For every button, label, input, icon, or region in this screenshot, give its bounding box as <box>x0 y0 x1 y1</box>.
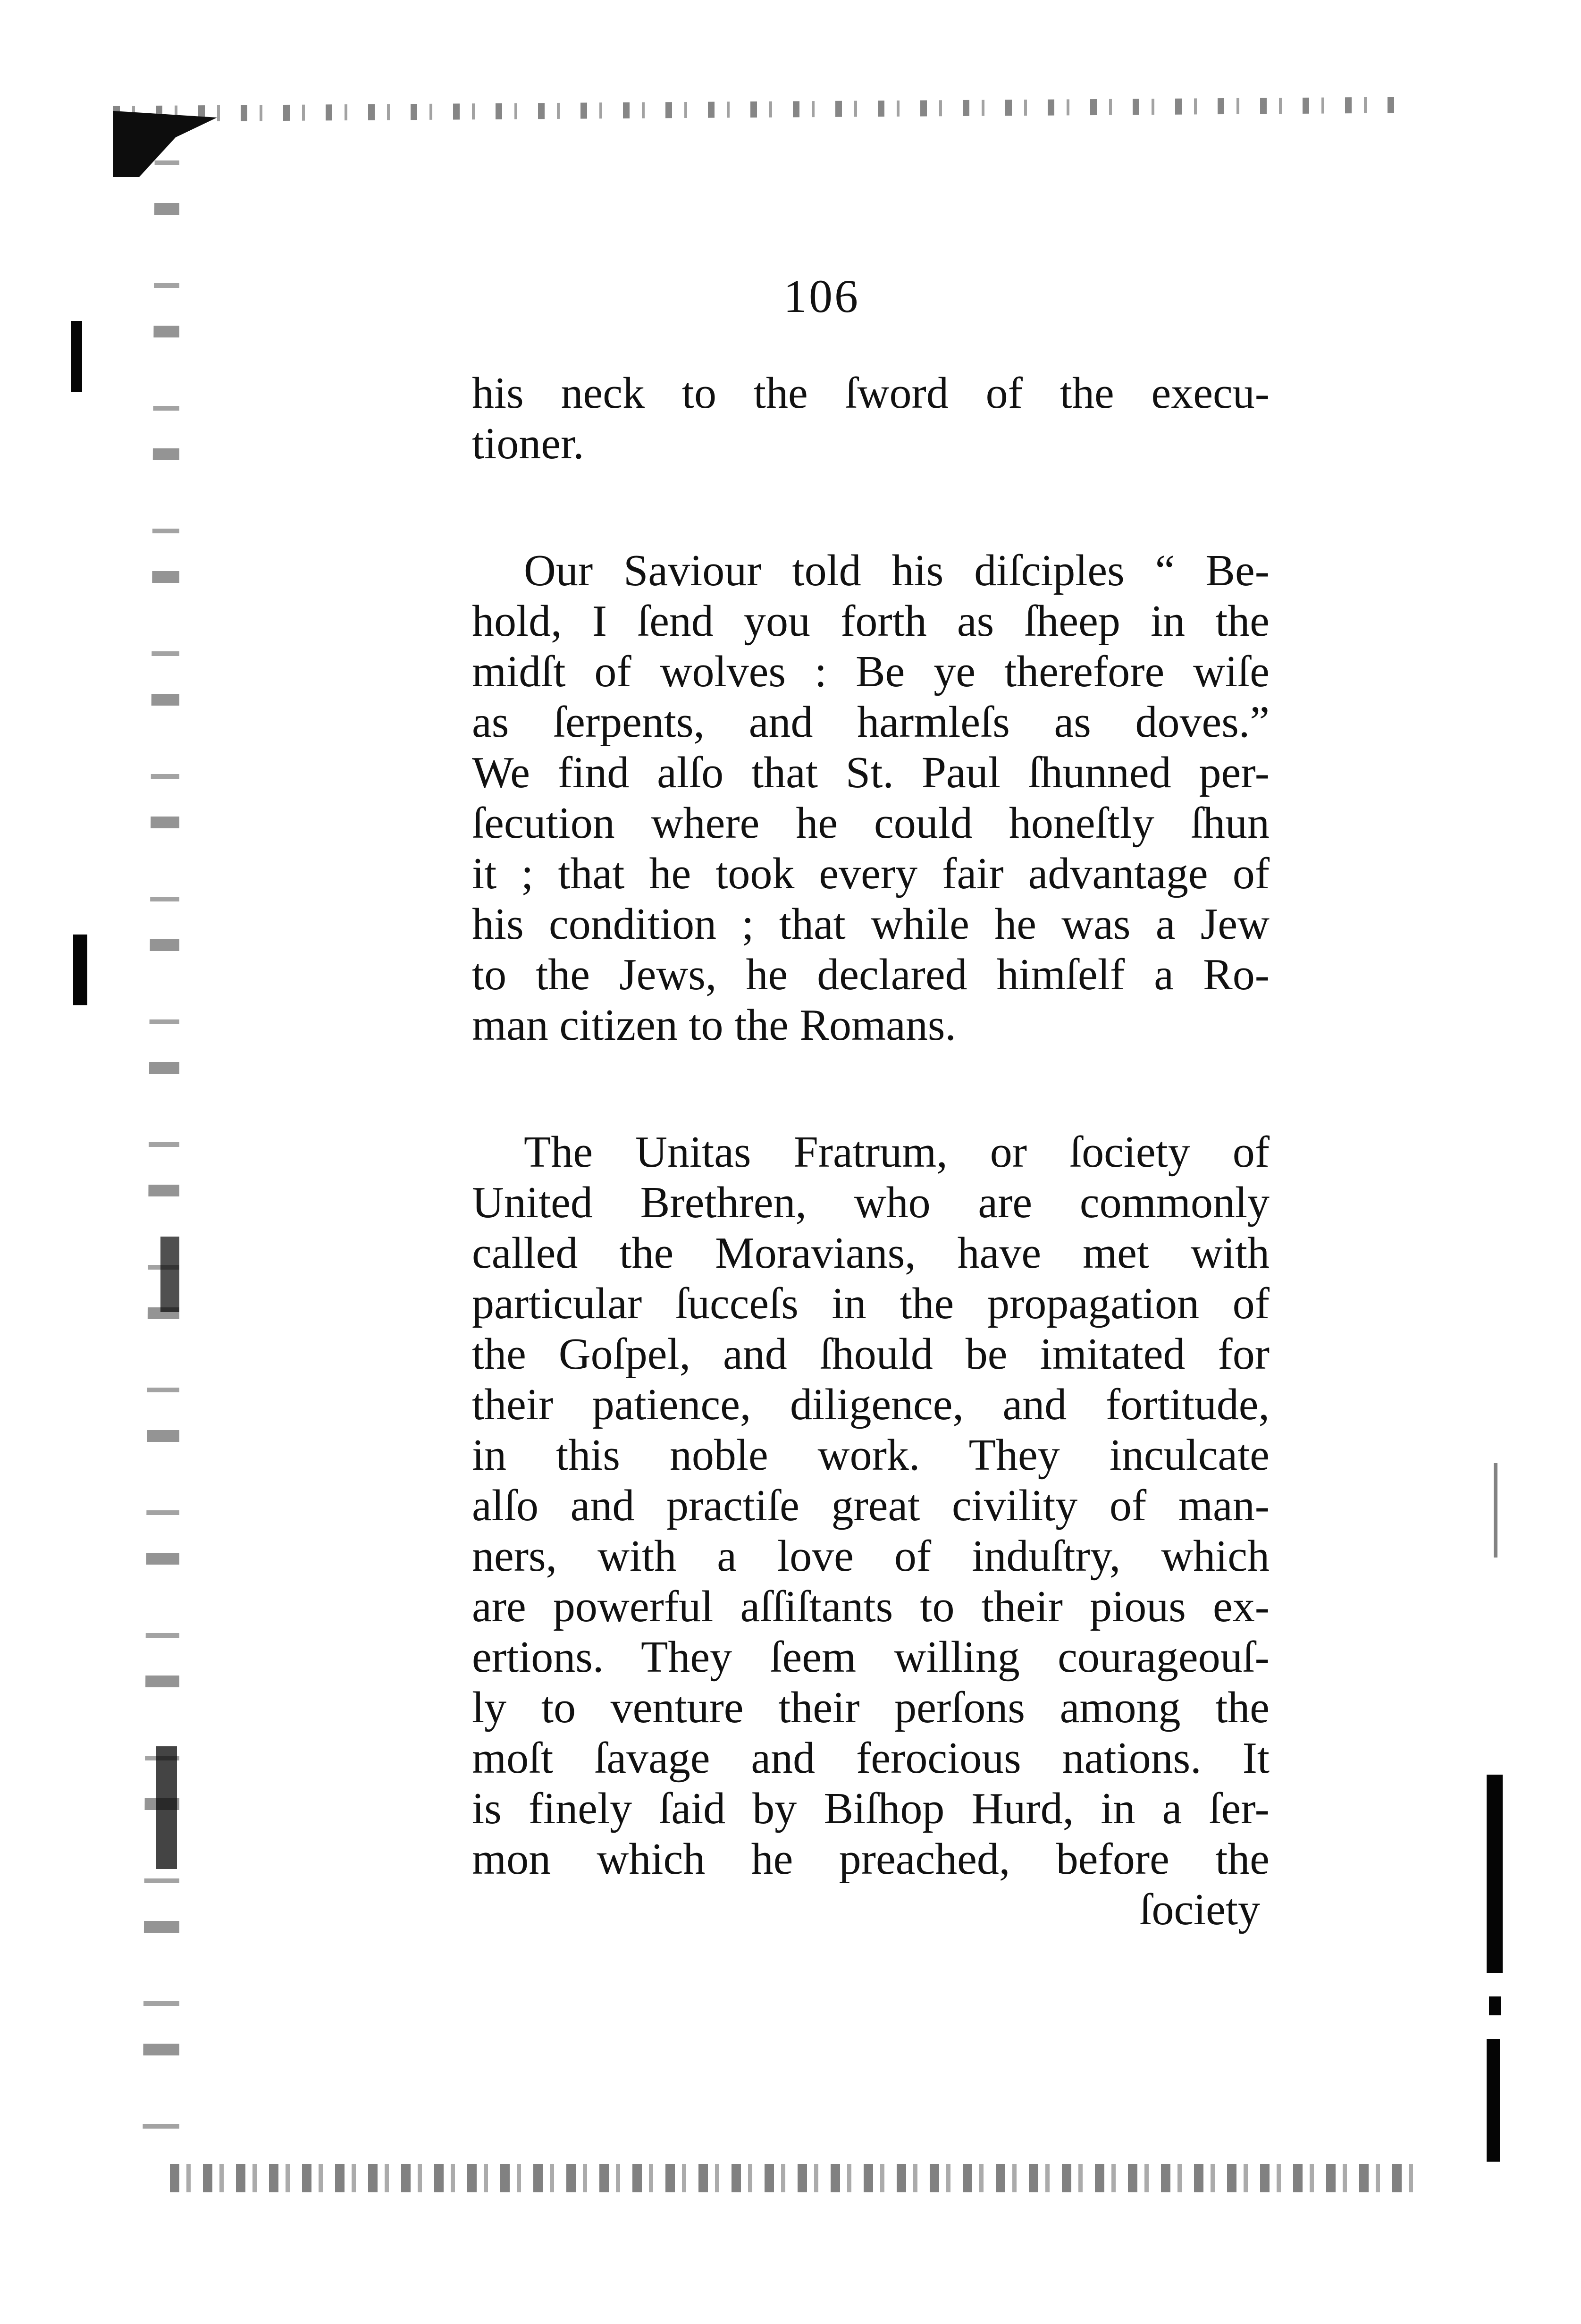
text-line: in this noble work. They inculcate <box>472 1431 1270 1480</box>
text-line: ertions. They ſeem willing courageouſ- <box>472 1633 1270 1682</box>
text-line: the Goſpel, and ſhould be imitated for <box>472 1330 1270 1379</box>
text-line: to the Jews, he declared himſelf a Ro- <box>472 950 1270 999</box>
text-line: ly to venture their perſons among the <box>472 1683 1270 1732</box>
scan-mark <box>1487 2039 1500 2162</box>
scan-mark <box>73 935 87 1005</box>
scan-mark <box>156 1746 177 1869</box>
paragraph <box>472 1127 1270 1885</box>
text-line: We find alſo that St. Paul ſhunned per- <box>472 748 1270 797</box>
text-line: their patience, diligence, and fortitude, <box>472 1380 1270 1429</box>
scan-mark <box>1494 1463 1497 1558</box>
text-line: are powerful aſſiſtants to their pious ex- <box>472 1582 1270 1631</box>
page-number: 106 <box>783 270 860 322</box>
text-line: hold, I ſend you forth as ſheep in the <box>472 597 1270 646</box>
paragraph <box>472 546 1270 1051</box>
text-line: it ; that he took every fair advantage of <box>472 849 1270 898</box>
text-line: alſo and practiſe great civility of man- <box>472 1481 1270 1530</box>
text-line: tioner. <box>472 419 584 468</box>
catchword: ſociety <box>1139 1885 1260 1934</box>
text-line: is finely ſaid by Biſhop Hurd, in a ſer- <box>472 1784 1270 1833</box>
text-line: ſecution where he could honeſtly ſhun <box>472 799 1270 848</box>
scan-mark <box>1489 1996 1501 2015</box>
text-line: midſt of wolves : Be ye therefore wiſe <box>472 647 1270 696</box>
text-line: particular ſucceſs in the propagation of <box>472 1279 1270 1328</box>
body-text <box>472 368 1270 1935</box>
text-line: his condition ; that while he was a Jew <box>472 900 1270 949</box>
paragraph <box>472 368 1270 469</box>
text-line: man citizen to the Romans. <box>472 1001 956 1050</box>
scan-edge-top <box>113 97 1397 122</box>
scan-mark <box>160 1237 179 1312</box>
scan-edge-bottom <box>170 2164 1416 2192</box>
text-line: called the Moravians, have met with <box>472 1229 1270 1278</box>
text-line: as ſerpents, and harmleſs as doves.” <box>472 698 1270 747</box>
scan-mark <box>71 321 82 392</box>
scan-mark <box>1487 1775 1503 1973</box>
text-line: Our Saviour told his diſciples “ Be- <box>524 546 1270 595</box>
text-line: United Brethren, who are commonly <box>472 1178 1270 1227</box>
text-line: moſt ſavage and ferocious nations. It <box>472 1734 1270 1783</box>
text-line: his neck to the ſword of the execu- <box>472 369 1270 418</box>
text-line: The Unitas Fratrum, or ſociety of <box>524 1128 1270 1177</box>
text-line: ners, with a love of induſtry, which <box>472 1532 1270 1581</box>
text-line: mon which he preached, before the <box>472 1835 1270 1884</box>
